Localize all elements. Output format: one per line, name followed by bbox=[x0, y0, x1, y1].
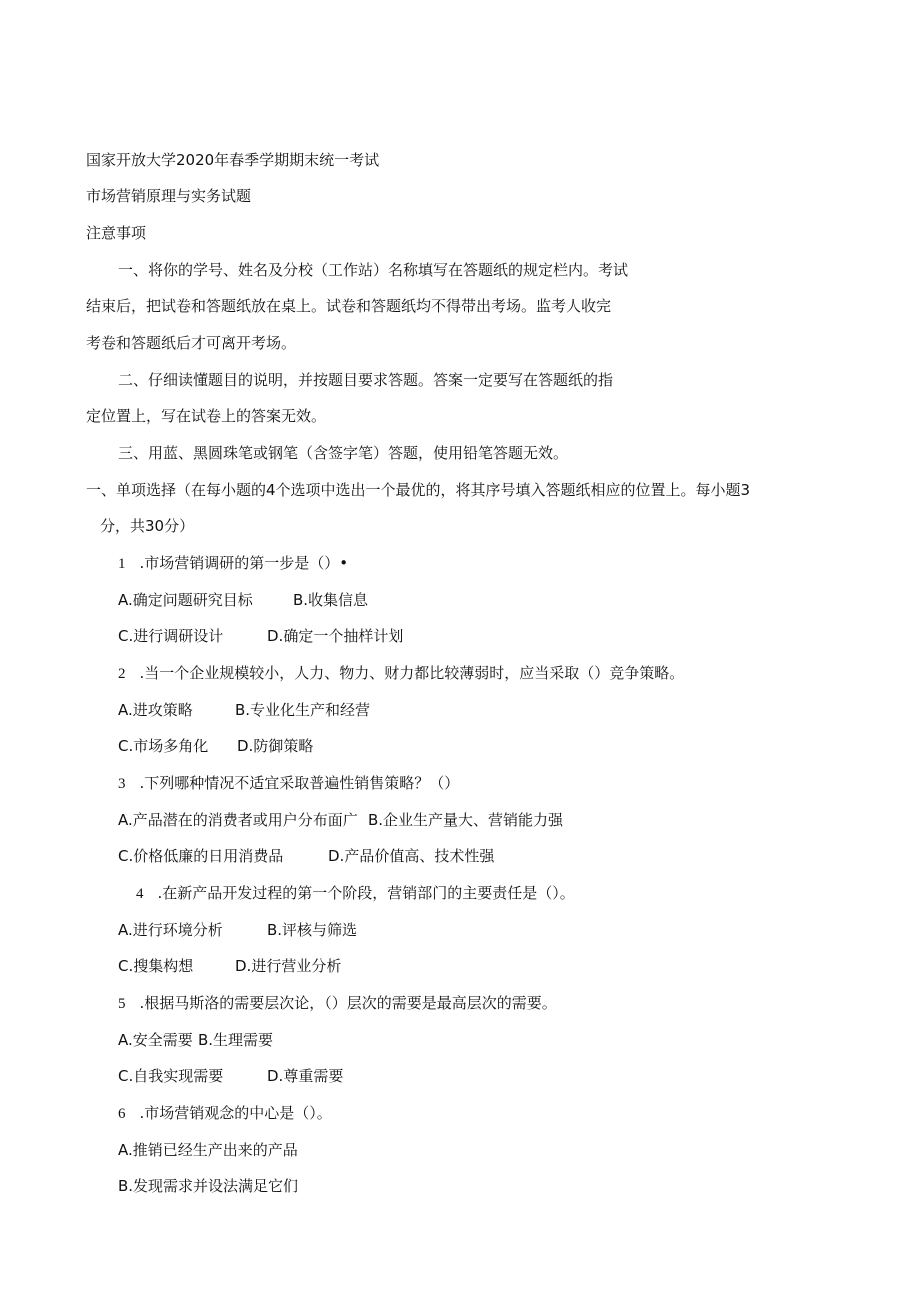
question-text: .下列哪种情况不适宜采取普遍性销售策略？（） bbox=[139, 774, 460, 792]
option-5d: D.尊重需要 bbox=[267, 1067, 344, 1085]
exam-title: 国家开放大学2020年春季学期期末统一考试 bbox=[86, 151, 380, 169]
subject-title: 市场营销原理与实务试题 bbox=[86, 187, 252, 205]
option-5c: C.自我实现需要 bbox=[118, 1067, 224, 1085]
question-number: 6 bbox=[118, 1106, 126, 1122]
notice-3-line-1: 三、用蓝、黑圆珠笔或钢笔（含签字笔）答题，使用铅笔答题无效。 bbox=[118, 444, 569, 462]
option-1c: C.进行调研设计 bbox=[118, 627, 224, 645]
option-6a: A.推销已经生产出来的产品 bbox=[118, 1141, 298, 1159]
question-6 bbox=[118, 1103, 332, 1124]
question-1 bbox=[118, 553, 348, 574]
option-3d: D.产品价值高、技术性强 bbox=[328, 847, 495, 865]
notice-heading: 注意事项 bbox=[86, 224, 147, 242]
notice-1-line-1: 一、将你的学号、姓名及分校（工作站）名称填写在答题纸的规定栏内。考试 bbox=[118, 261, 629, 279]
question-text: .市场营销观念的中心是（）。 bbox=[139, 1104, 332, 1122]
question-number: 3 bbox=[118, 776, 126, 792]
section-1-instructions-cont: 分，共30分） bbox=[100, 517, 195, 535]
option-1a: A.确定问题研究目标 bbox=[118, 591, 253, 609]
option-3a: A.产品潜在的消费者或用户分布面广 bbox=[118, 811, 358, 829]
section-1-instructions: 一、单项选择（在每小题的4个选项中选出一个最优的，将其序号填入答题纸相应的位置上。每小题3 bbox=[86, 481, 751, 499]
option-1b: B.收集信息 bbox=[293, 591, 369, 609]
option-2c: C.市场多角化 bbox=[118, 737, 209, 755]
question-3 bbox=[118, 773, 459, 794]
notice-2-line-1: 二、仔细读懂题目的说明，并按题目要求答题。答案一定要写在答题纸的指 bbox=[118, 371, 614, 389]
option-2a: A.进攻策略 bbox=[118, 701, 193, 719]
option-5a: A.安全需要 bbox=[118, 1031, 193, 1049]
option-2b: B.专业化生产和经营 bbox=[235, 701, 371, 719]
question-5 bbox=[118, 993, 557, 1014]
notice-1-line-3: 考卷和答题纸后才可离开考场。 bbox=[86, 334, 297, 352]
question-2 bbox=[118, 663, 684, 684]
option-6b: B.发现需求并设法满足它们 bbox=[118, 1177, 299, 1195]
option-4c: C.搜集构想 bbox=[118, 957, 194, 975]
question-text: .在新产品开发过程的第一个阶段，营销部门的主要责任是（）。 bbox=[157, 884, 575, 902]
option-3b: B.企业生产量大、营销能力强 bbox=[368, 811, 564, 829]
option-4b: B.评核与筛选 bbox=[267, 921, 358, 939]
notice-1-line-2: 结束后，把试卷和答题纸放在桌上。试卷和答题纸均不得带出考场。监考人收完 bbox=[86, 297, 612, 315]
question-number: 1 bbox=[118, 556, 126, 572]
question-4 bbox=[136, 883, 575, 904]
option-2d: D.防御策略 bbox=[237, 737, 314, 755]
question-number: 2 bbox=[118, 666, 126, 682]
option-1d: D.确定一个抽样计划 bbox=[267, 627, 404, 645]
question-number: 4 bbox=[136, 886, 144, 902]
question-text: .根据马斯洛的需要层次论，（）层次的需要是最高层次的需要。 bbox=[139, 994, 557, 1012]
question-number: 5 bbox=[118, 996, 126, 1012]
question-text: .当一个企业规模较小，人力、物力、财力都比较薄弱时，应当采取（）竞争策略。 bbox=[139, 664, 685, 682]
option-3c: C.价格低廉的日用消费品 bbox=[118, 847, 284, 865]
notice-2-line-2: 定位置上，写在试卷上的答案无效。 bbox=[86, 407, 327, 425]
question-text: .市场营销调研的第一步是（）• bbox=[139, 554, 349, 572]
option-4a: A.进行环境分析 bbox=[118, 921, 223, 939]
option-4d: D.进行营业分析 bbox=[235, 957, 342, 975]
option-5b: B.生理需要 bbox=[198, 1031, 274, 1049]
